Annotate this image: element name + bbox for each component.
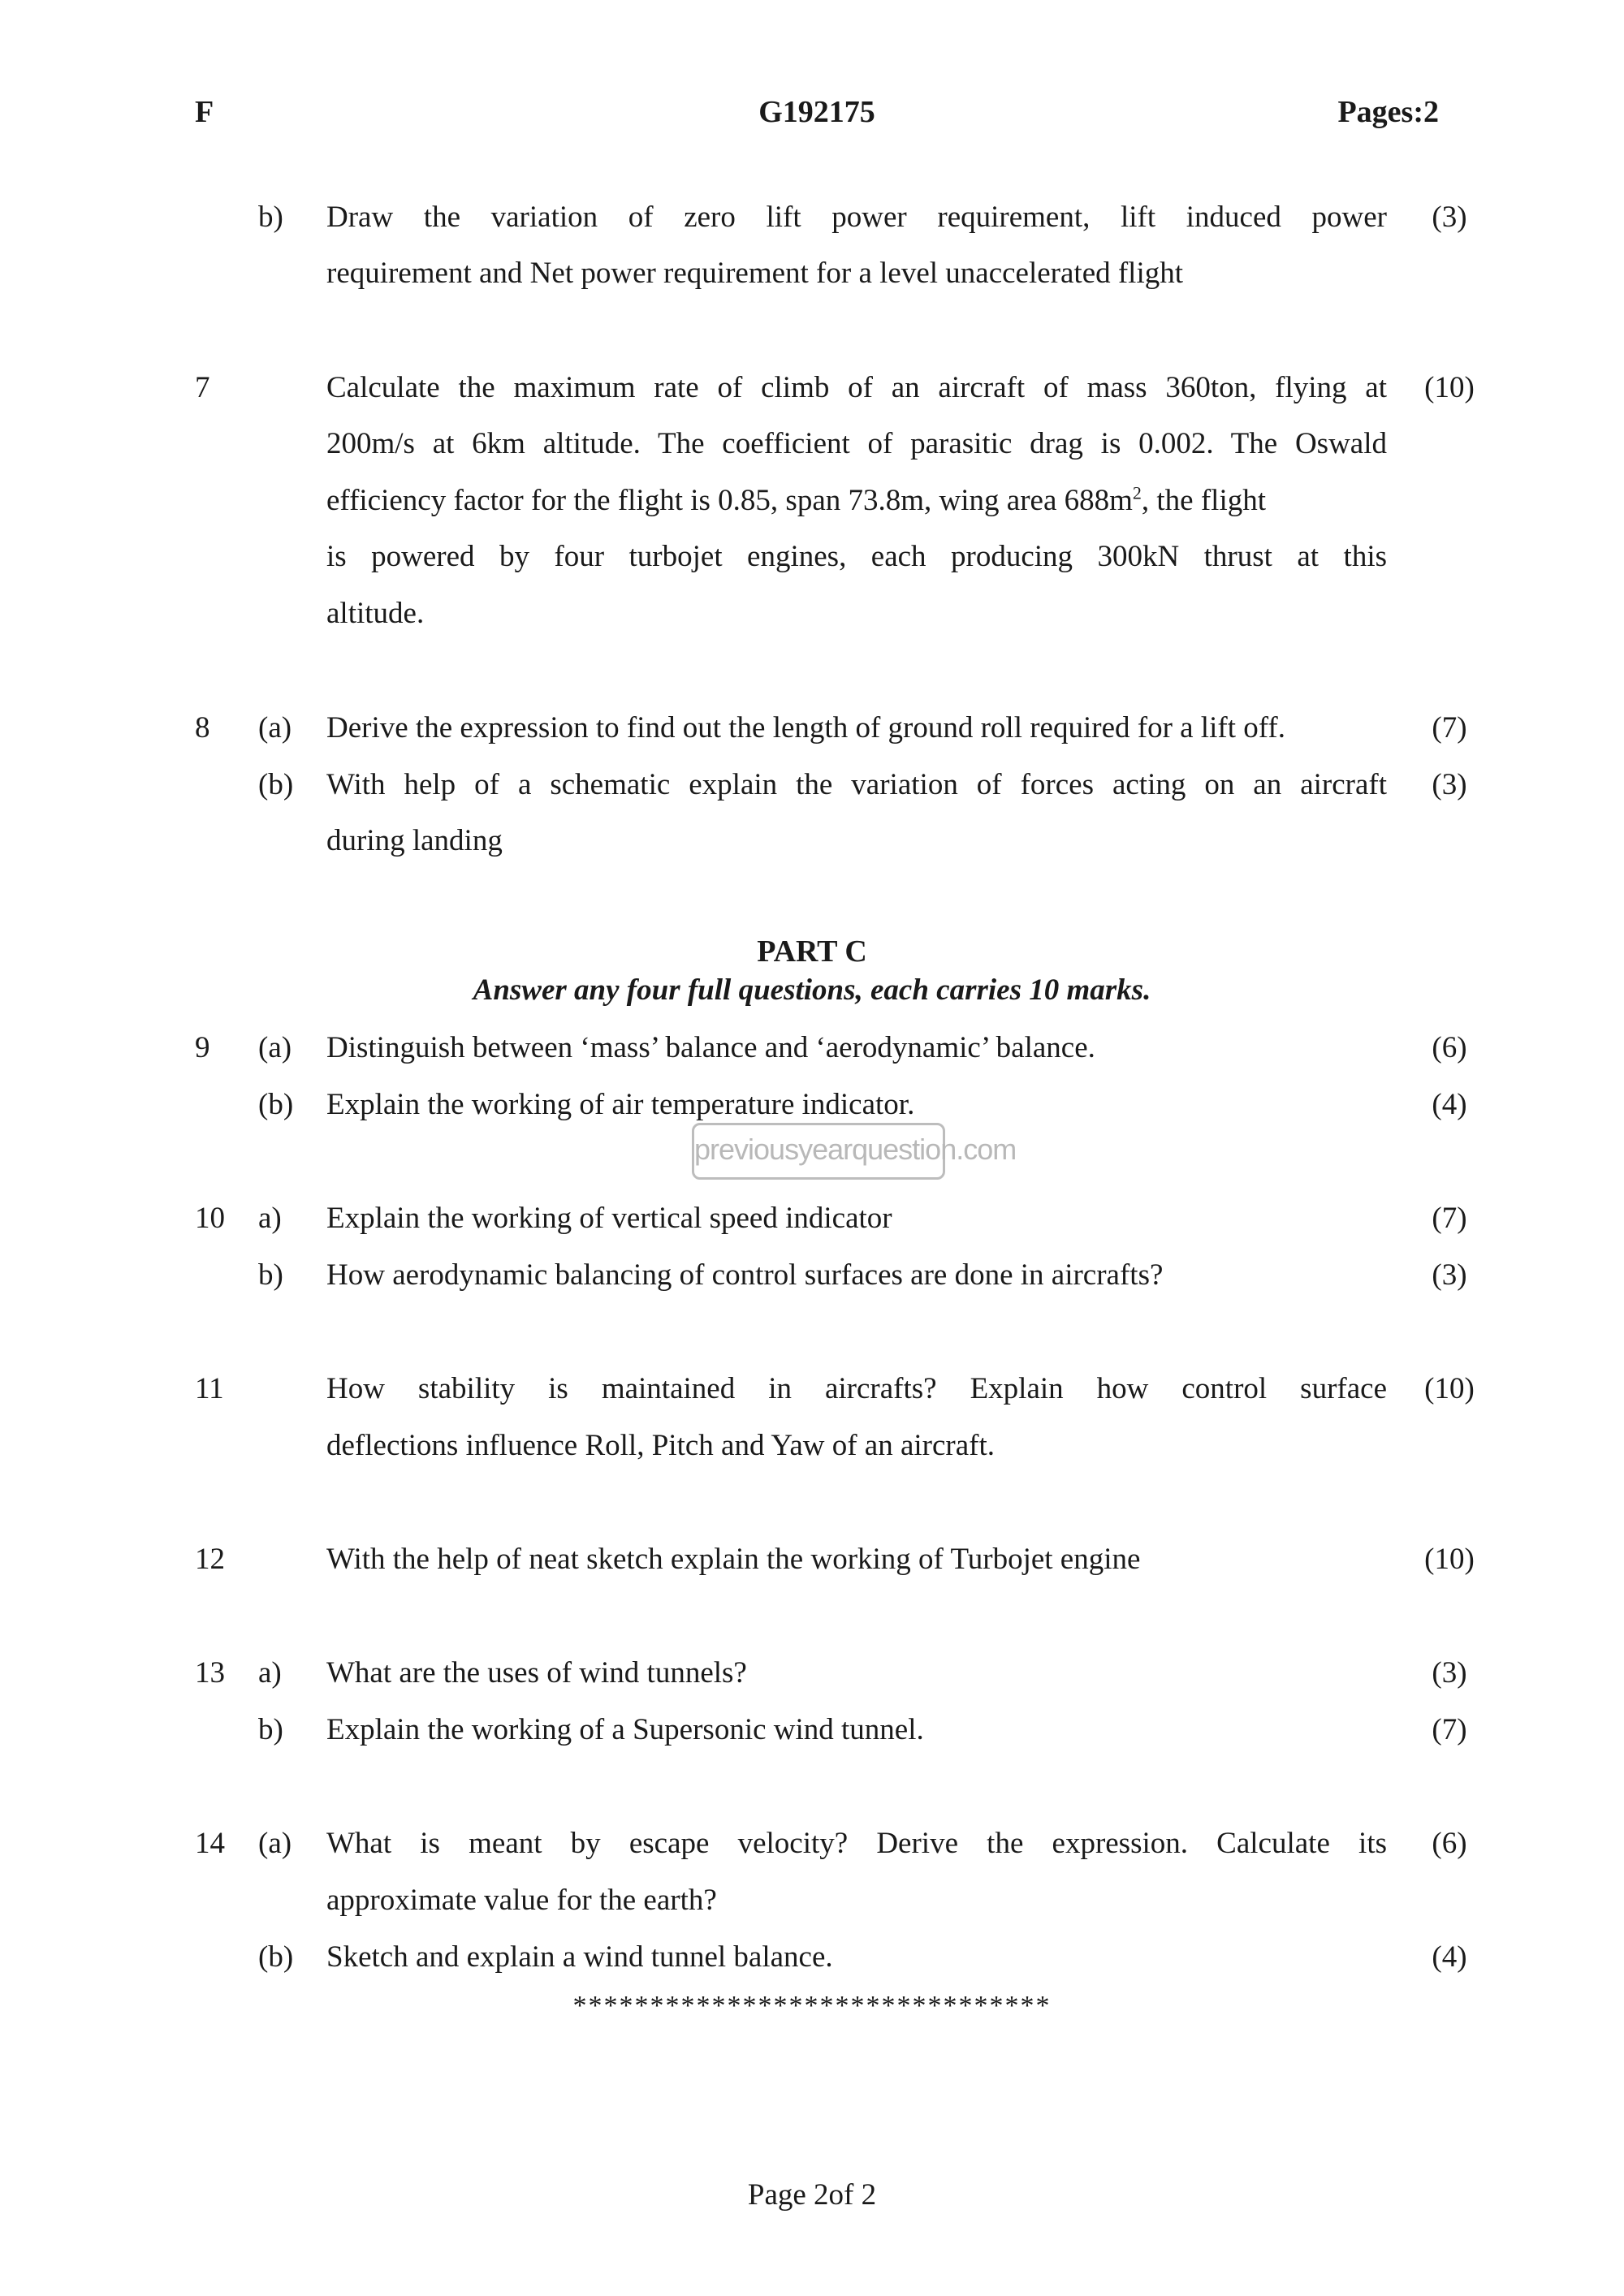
- question-text: Draw the variation of zero lift power requirement, lift induced power: [326, 201, 1387, 234]
- question-text: How aerodynamic balancing of control surfaces are done in aircrafts?: [326, 1258, 1164, 1292]
- question-marks: (4): [1432, 1088, 1467, 1121]
- question-sub-label: (b): [258, 1940, 294, 1974]
- question-sub-label: b): [258, 1258, 283, 1292]
- question-text: Derive the expression to find out the length of ground roll required for a lift off.: [326, 711, 1285, 744]
- question-text: Distinguish between ‘mass’ balance and ‘aerodynamic’ balance.: [326, 1031, 1095, 1064]
- question-sub-label: (a): [258, 1827, 292, 1860]
- question-text: 200m/s at 6km altitude. The coefficient of parasitic drag is 0.002. The Oswald: [326, 427, 1387, 460]
- question-text: Explain the working of vertical speed indicator: [326, 1202, 892, 1235]
- question-text: Explain the working of a Supersonic wind tunnel.: [326, 1713, 924, 1746]
- question-sub-label: (a): [258, 1031, 292, 1064]
- question-number: 8: [195, 711, 210, 744]
- question-marks: (3): [1432, 1258, 1467, 1292]
- question-text: requirement and Net power requirement for a level unaccelerated flight: [326, 257, 1184, 290]
- header-paper-code: G192175: [758, 95, 875, 129]
- question-text: is powered by four turbojet engines, each producing 300kN thrust at this: [326, 540, 1387, 573]
- header-page-count: Pages:2: [1337, 95, 1439, 129]
- question-text: altitude.: [326, 597, 425, 630]
- question-text: during landing: [326, 824, 503, 857]
- question-number: 10: [195, 1202, 225, 1235]
- question-sub-label: b): [258, 201, 283, 234]
- watermark: previousyearquestion.com: [692, 1123, 945, 1180]
- question-sub-label: (a): [258, 711, 292, 744]
- question-sub-label: a): [258, 1202, 282, 1235]
- page-header: [195, 94, 1439, 135]
- question-marks: (7): [1432, 711, 1467, 744]
- page-footer: Page 2of 2: [747, 2178, 877, 2212]
- question-text: deflections influence Roll, Pitch and Yaw of an aircraft.: [326, 1429, 996, 1462]
- question-number: 13: [195, 1656, 225, 1690]
- section-title: PART C: [757, 934, 867, 969]
- section-instruction: Answer any four full questions, each carries 10 marks.: [473, 973, 1151, 1007]
- question-number: 11: [195, 1372, 224, 1405]
- question-text: Calculate the maximum rate of climb of an aircraft of mass 360ton, flying at: [326, 371, 1387, 404]
- question-text: With the help of neat sketch explain the working of Turbojet engine: [326, 1543, 1141, 1576]
- question-marks: (10): [1424, 1372, 1475, 1405]
- question-text-part: efficiency factor for the flight is 0.85, span 73.8m, wing area $688m^2$, the flight: [326, 482, 1267, 517]
- question-marks: (6): [1432, 1031, 1467, 1064]
- question-number: 12: [195, 1543, 225, 1576]
- superscript: 2: [1132, 482, 1142, 503]
- question-marks: (10): [1424, 1543, 1475, 1576]
- question-marks: (10): [1424, 371, 1475, 404]
- question-text: How stability is maintained in aircrafts? Explain how control surface: [326, 1372, 1387, 1405]
- question-text: What are the uses of wind tunnels?: [326, 1656, 747, 1690]
- question-marks: (7): [1432, 1202, 1467, 1235]
- question-text: What is meant by escape velocity? Derive the expression. Calculate its: [326, 1827, 1387, 1860]
- question-marks: (3): [1432, 1656, 1467, 1690]
- question-marks: (3): [1432, 201, 1467, 234]
- question-number: 7: [195, 371, 210, 404]
- end-of-paper-marker: *******************************: [572, 1991, 1052, 2021]
- question-number: 14: [195, 1827, 225, 1860]
- question-marks: (3): [1432, 768, 1467, 801]
- header-set-code: F: [195, 95, 214, 129]
- question-text: [326, 473, 1387, 529]
- question-number: 9: [195, 1031, 210, 1064]
- question-marks: (6): [1432, 1827, 1467, 1860]
- question-text: Explain the working of air temperature indicator.: [326, 1088, 915, 1121]
- question-text: Sketch and explain a wind tunnel balance.: [326, 1940, 833, 1974]
- question-text: With help of a schematic explain the variation of forces acting on an aircraft: [326, 768, 1387, 801]
- question-marks: (4): [1432, 1940, 1467, 1974]
- question-marks: (7): [1432, 1713, 1467, 1746]
- question-sub-label: (b): [258, 768, 294, 801]
- question-sub-label: b): [258, 1713, 283, 1746]
- question-text: approximate value for the earth?: [326, 1884, 717, 1917]
- question-sub-label: a): [258, 1656, 282, 1690]
- question-sub-label: (b): [258, 1088, 294, 1121]
